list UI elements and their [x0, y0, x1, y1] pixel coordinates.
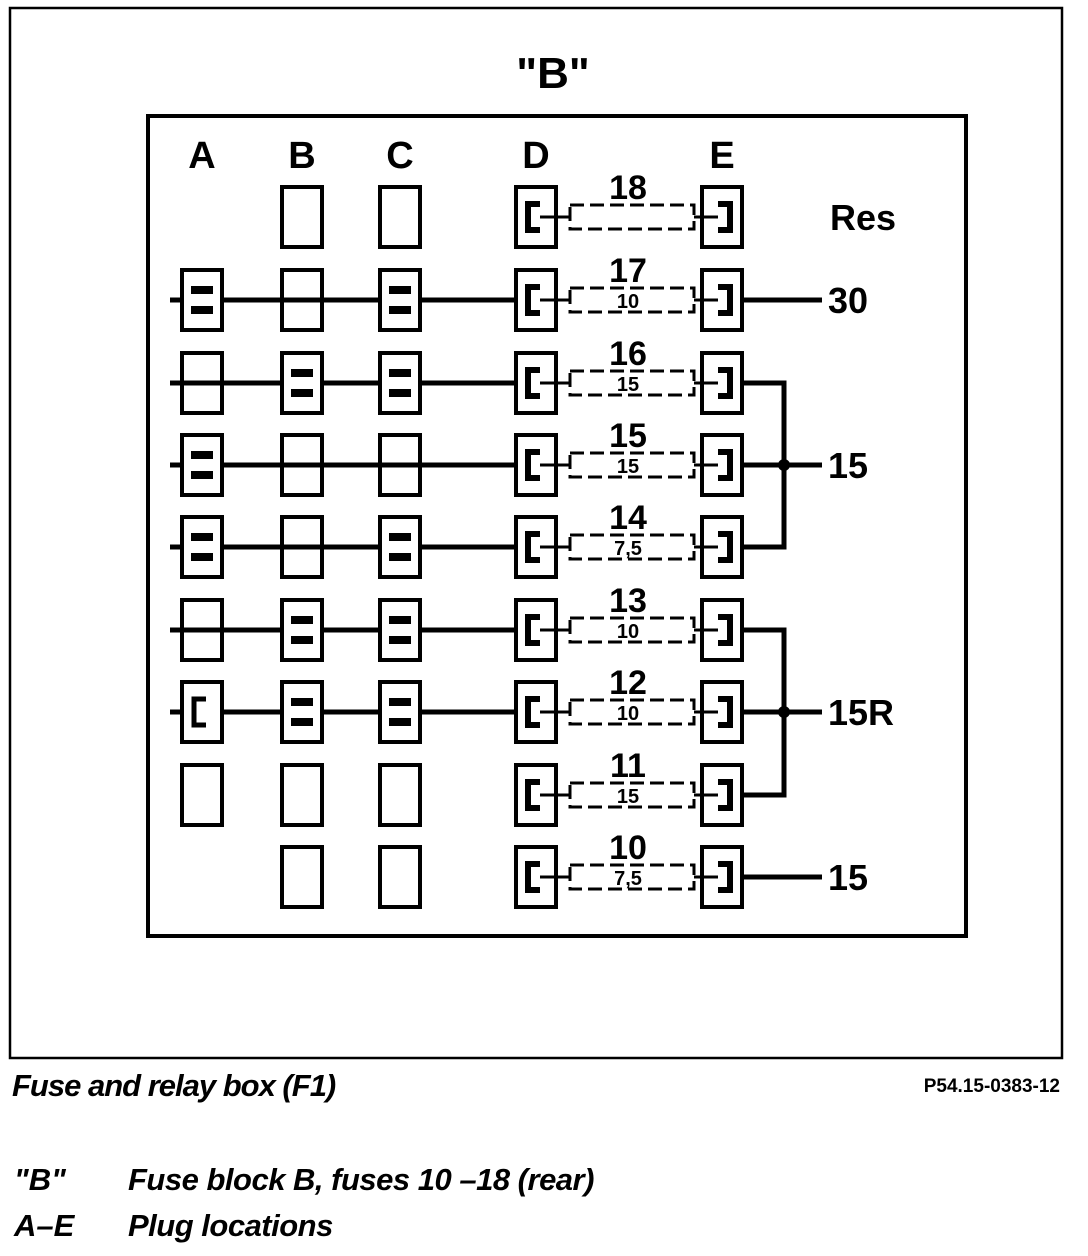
legend-key-plugs: A–E: [14, 1208, 75, 1243]
plug-b-row-0: [282, 187, 322, 247]
terminal-label-2: 15: [828, 445, 869, 486]
plug-b-row-2: [282, 353, 322, 413]
plug-b-row-6: [282, 682, 322, 742]
figure-title: Fuse and relay box (F1): [12, 1068, 336, 1103]
junction-dot-15: [778, 459, 790, 471]
column-label-c: C: [386, 135, 414, 177]
fuse-12: [516, 664, 742, 742]
junction-dot-15r: [778, 706, 790, 718]
fuse-rating-16: 15: [616, 374, 640, 396]
terminal-label-3: 15R: [828, 692, 895, 733]
fuse-number-11: 11: [610, 747, 646, 785]
fuse-11: [516, 747, 742, 825]
fuse-rating-17: 10: [616, 291, 640, 313]
fuse-rating-10: 7,5: [614, 868, 642, 890]
fuse-number-17: 17: [609, 252, 647, 290]
plug-c-row-7: [380, 765, 420, 825]
terminal-label-0: Res: [830, 197, 897, 238]
fuse-rating-15: 15: [616, 456, 640, 478]
column-label-e: E: [709, 135, 735, 177]
fuse-number-10: 10: [609, 829, 647, 867]
figure-code: P54.15-0383-12: [923, 1076, 1060, 1097]
plug-a-row-7: [182, 765, 222, 825]
fuse-15: [516, 417, 742, 495]
plug-c-row-5: [380, 600, 420, 660]
fuse-number-13: 13: [609, 582, 647, 620]
legend-text-block: Fuse block B, fuses 10 –18 (rear): [128, 1162, 594, 1197]
plug-b-row-7: [282, 765, 322, 825]
fuse-rating-12: 10: [616, 703, 640, 725]
plug-a-row-4: [182, 517, 222, 577]
column-label-a: A: [188, 135, 216, 177]
column-headers: [188, 135, 734, 177]
fuse-14: [516, 499, 742, 577]
legend-key-block: "B": [14, 1162, 66, 1197]
plug-c-row-8: [380, 847, 420, 907]
fuses: [516, 169, 742, 907]
fuse-10: [516, 829, 742, 907]
fuse-18: [516, 169, 742, 247]
fuse-rating-13: 10: [616, 621, 640, 643]
column-label-b: B: [288, 135, 316, 177]
fuse-16: [516, 335, 742, 413]
block-label: "B": [516, 49, 590, 98]
fuse-number-14: 14: [609, 499, 647, 537]
plug-c-row-2: [380, 353, 420, 413]
plug-c-row-0: [380, 187, 420, 247]
plug-a-row-1: [182, 270, 222, 330]
fuse-number-16: 16: [609, 335, 647, 373]
terminal-label-1: 30: [828, 280, 869, 321]
terminal-labels: [828, 197, 896, 898]
plug-b-row-8: [282, 847, 322, 907]
plug-a-row-3: [182, 435, 222, 495]
terminal-label-4: 15: [828, 857, 869, 898]
fuse-body-18: [570, 205, 694, 229]
fuse-number-12: 12: [609, 664, 647, 702]
plug-a-row-6: [182, 682, 222, 742]
plug-c-row-4: [380, 517, 420, 577]
column-label-d: D: [522, 135, 550, 177]
fuse-17: [516, 252, 742, 330]
fuse-rating-14: 7,5: [614, 538, 642, 560]
fuse-rating-11: 15: [616, 786, 640, 808]
plug-b-row-5: [282, 600, 322, 660]
plug-c-row-6: [380, 682, 420, 742]
plug-c-row-1: [380, 270, 420, 330]
fuse-number-18: 18: [609, 169, 647, 207]
fuse-13: [516, 582, 742, 660]
fuse-number-15: 15: [609, 417, 647, 455]
legend-text-plugs: Plug locations: [128, 1208, 333, 1243]
